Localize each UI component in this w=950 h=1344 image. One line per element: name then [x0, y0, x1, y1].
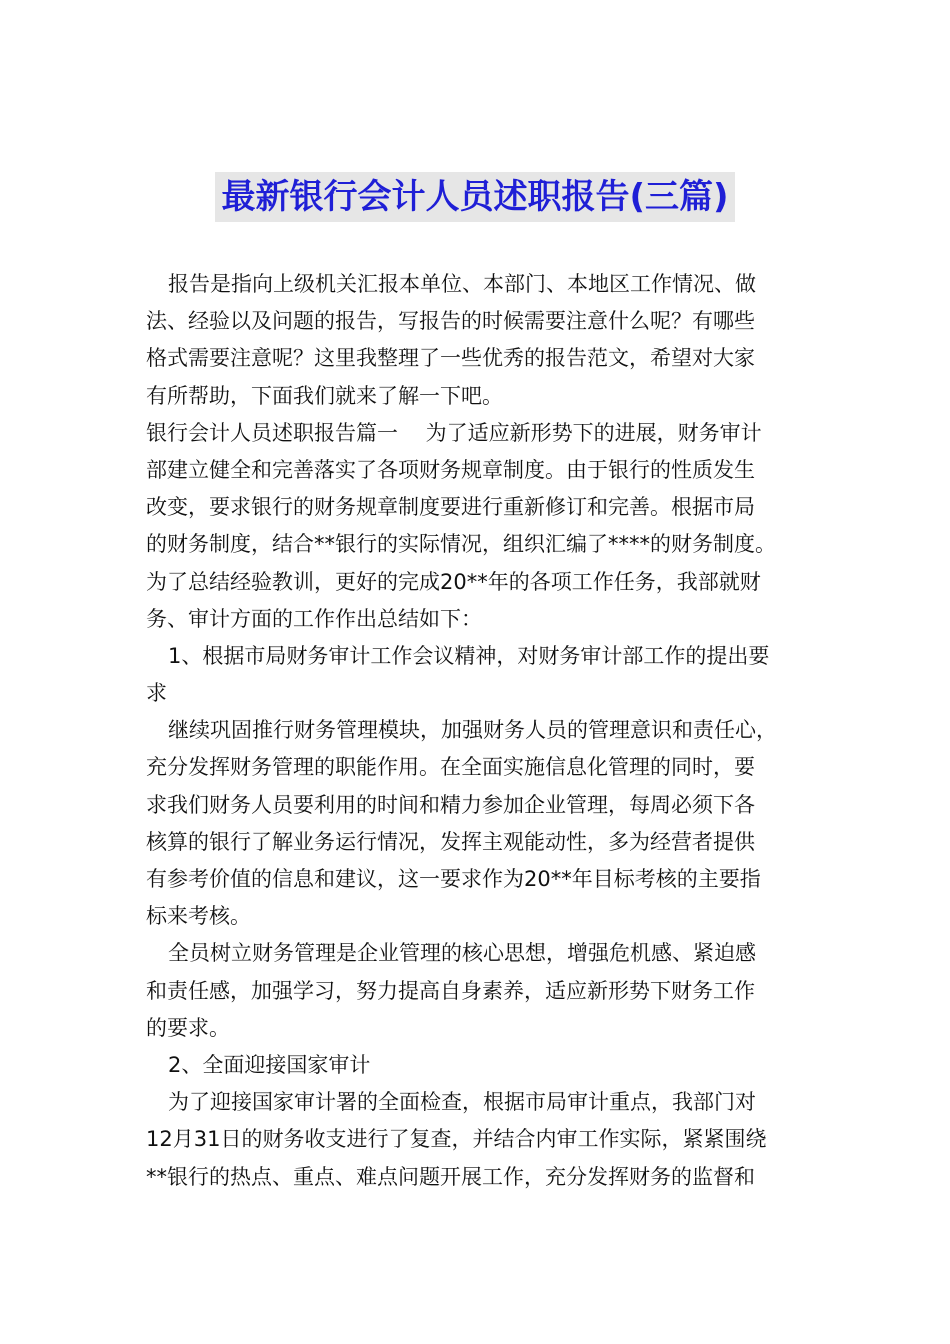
section-heading: 2、全面迎接国家审计 [168, 1052, 371, 1077]
body-line: **银行的热点、重点、难点问题开展工作，充分发挥财务的监督和 [146, 1164, 755, 1189]
body-line: 求我们财务人员要利用的时间和精力参加企业管理，每周必须下各 [146, 792, 755, 817]
body-line: 为了总结经验教训，更好的完成20**年的各项工作任务，我部就财 [146, 569, 761, 594]
body-line: 继续巩固推行财务管理模块，加强财务人员的管理意识和责任心， [168, 718, 777, 743]
body-line: 改变，要求银行的财务规章制度要进行重新修订和完善。根据市局 [146, 495, 755, 520]
body-line: 和责任感，加强学习，努力提高自身素养，适应新形势下财务工作 [146, 978, 755, 1003]
document-body [146, 266, 810, 1196]
body-line: 银行会计人员述职报告篇一 为了适应新形势下的进展，财务审计 [146, 420, 762, 445]
body-line: 有所帮助，下面我们就来了解一下吧。 [146, 383, 503, 408]
body-line: 务、审计方面的工作作出总结如下： [146, 606, 482, 631]
body-line: 充分发挥财务管理的职能作用。在全面实施信息化管理的同时，要 [146, 755, 755, 780]
body-line: 的财务制度，结合**银行的实际情况，组织汇编了****的财务制度。 [146, 532, 776, 557]
title-container [0, 172, 950, 222]
body-line: 的要求。 [146, 1015, 230, 1040]
body-line: 求 [146, 681, 167, 706]
body-line: 部建立健全和完善落实了各项财务规章制度。由于银行的性质发生 [146, 457, 755, 482]
body-line: 格式需要注意呢？这里我整理了一些优秀的报告范文，希望对大家 [146, 346, 755, 371]
document-title: 最新银行会计人员述职报告(三篇) [215, 172, 734, 222]
body-line: 核算的银行了解业务运行情况，发挥主观能动性，多为经营者提供 [146, 829, 755, 854]
body-line: 标来考核。 [146, 904, 251, 929]
body-line: 全员树立财务管理是企业管理的核心思想，增强危机感、紧迫感 [168, 941, 756, 966]
body-line: 有参考价值的信息和建议，这一要求作为20**年目标考核的主要指 [146, 867, 761, 891]
body-line: 法、经验以及问题的报告，写报告的时候需要注意什么呢？有哪些 [146, 309, 755, 334]
body-line: 报告是指向上级机关汇报本单位、本部门、本地区工作情况、做 [168, 272, 756, 296]
body-line: 12月31日的财务收支进行了复查，并结合内审工作实际，紧紧围绕 [146, 1127, 767, 1152]
body-line: 为了迎接国家审计署的全面检查，根据市局审计重点，我部门对 [168, 1090, 756, 1115]
section-heading: 1、根据市局财务审计工作会议精神，对财务审计部工作的提出要 [168, 643, 770, 668]
